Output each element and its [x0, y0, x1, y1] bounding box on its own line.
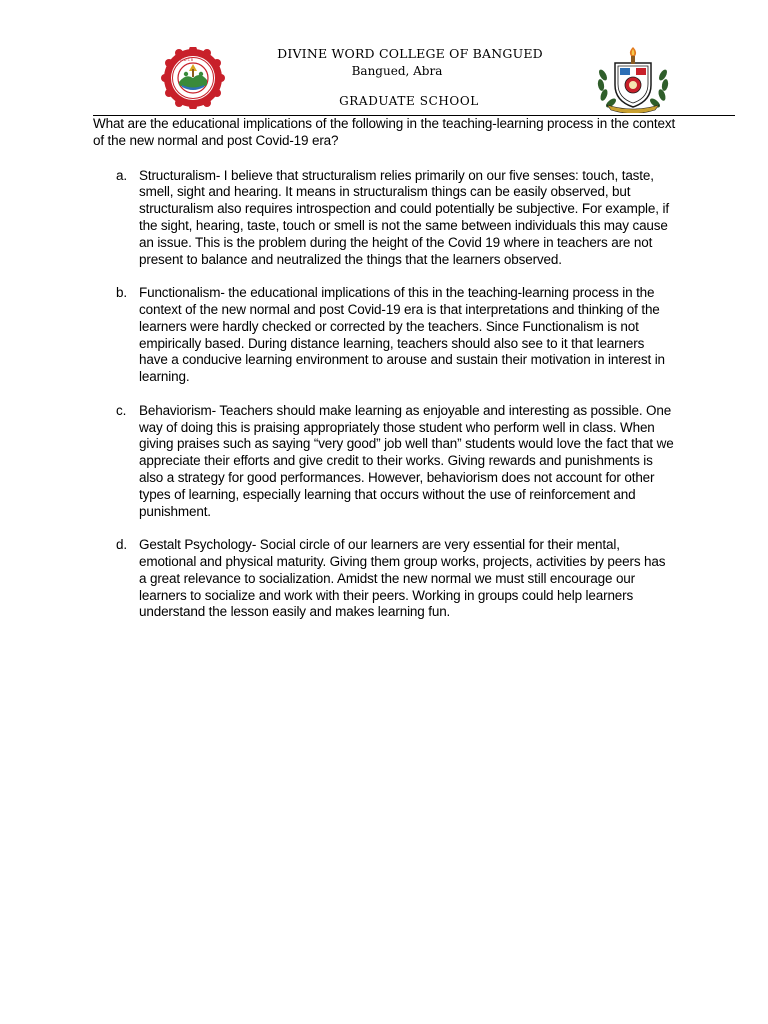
- letterhead: [0, 0, 768, 116]
- list-marker: b.: [116, 285, 127, 301]
- graduate-school-crest-icon: [593, 47, 673, 113]
- school-name: GRADUATE SCHOOL: [339, 94, 479, 108]
- list-item: [93, 537, 675, 621]
- list-marker: a.: [116, 167, 127, 183]
- list-item: [93, 168, 675, 269]
- college-name: DIVINE WORD COLLEGE OF BANGUED: [277, 46, 543, 61]
- list-item-text: Gestalt Psychology- Social circle of our learners are very essential for their mental, emotional and physical maturity. Giving them group works, projects, activities by peers has a great relevance to socialization. Amidst the new normal we must still encourage our learners to socialize and work with their peers. Working in groups could help learners understand the lesson easily and makes learning fun.: [139, 537, 666, 620]
- document-body: [93, 116, 683, 638]
- list-item-text: Functionalism- the educational implications of this in the teaching-learning process in the context of the new normal and post Covid-19 era is that interpretations and thinking of the learners were hardly checked or corrected by the teachers. Since Functionalism is not empirically based. During distance learning, teachers should also see to it that learners have a conducive learning environment to arouse and sustain their motivation in interest in learning.: [139, 285, 665, 385]
- list-marker: c.: [116, 402, 127, 418]
- svg-text:D W C B: D W C B: [180, 58, 194, 62]
- list-item: [93, 403, 675, 521]
- college-location: Bangued, Abra: [351, 64, 443, 78]
- answer-list: [93, 168, 683, 622]
- list-item-text: Structuralism- I believe that structuralism relies primarily on our five senses: touch, taste, smell, sight and hearing. It means in structuralism things can be easily observed, but structuralism also requires introspection and could potentially be subjective. For example, if the sight, hearing, taste, touch or smell is not the same between individuals this may cause an issue. This is the problem during the height of the Covid 19 where in teachers are not present to balance and neutralized the things that the learners observed.: [139, 167, 669, 267]
- list-item-text: Behaviorism- Teachers should make learning as enjoyable and interesting as possible. One way of doing this is praising appropriately those student who perform well in class. When giving praises such as saying “very good” job well than” students would love the fact that we appreciate their efforts and give credit to their works. Giving rewards and punishments is also a strategy for good performances. However, behaviorism does not account for other types of learning, especially learning that occurs without the use of reinforcement and punishment.: [139, 402, 674, 519]
- list-marker: d.: [116, 537, 127, 553]
- list-item: [93, 285, 675, 386]
- question-text: What are the educational implications of the following in the teaching-learning process in the context of the new normal and post Covid-19 era?: [93, 116, 676, 148]
